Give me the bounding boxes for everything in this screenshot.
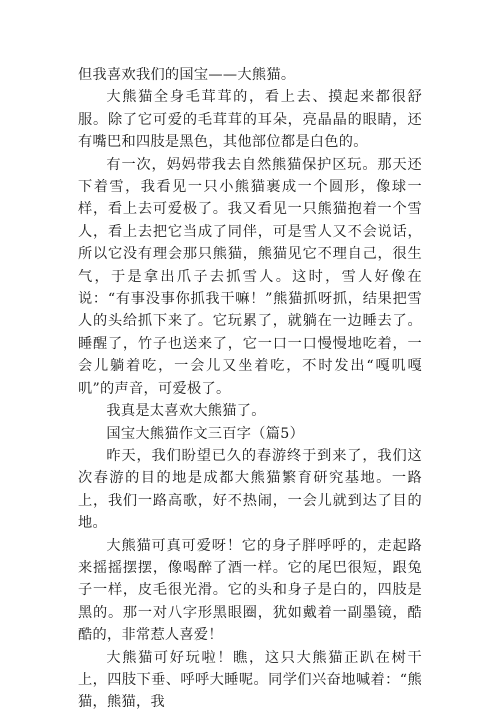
paragraph-1: 但我喜欢我们的国宝——大熊猫。 bbox=[78, 67, 296, 83]
document-page bbox=[78, 64, 422, 714]
paragraph-5: 昨天，我们盼望已久的春游终于到来了，我们这次春游的目的地是成都大熊猫繁育研究基地。一路上，我们一路高歌，好不热闹，一会儿就到达了目的地。 bbox=[78, 447, 422, 532]
paragraph-3: 有一次，妈妈带我去自然熊猫保护区玩。那天还下着雪，我看见一只小熊猫裹成一个圆形，像球一样，看上去可爱极了。我又看见一只熊猫抱着一个雪人，看上去把它当成了同伴，可是雪人又不会说话，所以它没有理会那只熊猫，熊猫见它不理自己，很生气，于是拿出爪子去抓雪人。这时，雪人好像在说：“有事没事你抓我干嘛！”熊猫抓呀抓，结果把雪人的头给抓下来了。它玩累了，就躺在一边睡去了。睡醒了，竹子也送来了，它一口一口慢慢地吃着，一会儿躺着吃，一会儿又坐着吃，不时发出“嘎叽嘎叽”的声音，可爱极了。 bbox=[78, 156, 422, 397]
paragraph-7: 大熊猫可好玩啦！瞧，这只大熊猫正趴在树干上，四肢下垂、呼呼大睡呢。同学们兴奋地喊着：“熊猫，熊猫，我 bbox=[78, 649, 422, 711]
paragraph-2: 大熊猫全身毛茸茸的，看上去、摸起来都很舒服。除了它可爱的毛茸茸的耳朵，亮晶晶的眼睛，还有嘴巴和四肢是黑色，其他部位都是白色的。 bbox=[78, 89, 422, 151]
paragraph-6: 大熊猫可真可爱呀！它的身子胖呼呼的，走起路来摇摇摆摆，像喝醉了酒一样。它的尾巴很短，跟兔子一样，皮毛很光滑。它的头和身子是白的，四肢是黑的。那一对八字形黑眼圈，犹如戴着一副墨镜，酷酷的，非常惹人喜爱！ bbox=[78, 537, 422, 644]
section-title: 国宝大熊猫作文三百字（篇5） bbox=[106, 425, 305, 442]
paragraph-4: 我真是太喜欢大熊猫了。 bbox=[106, 403, 266, 420]
